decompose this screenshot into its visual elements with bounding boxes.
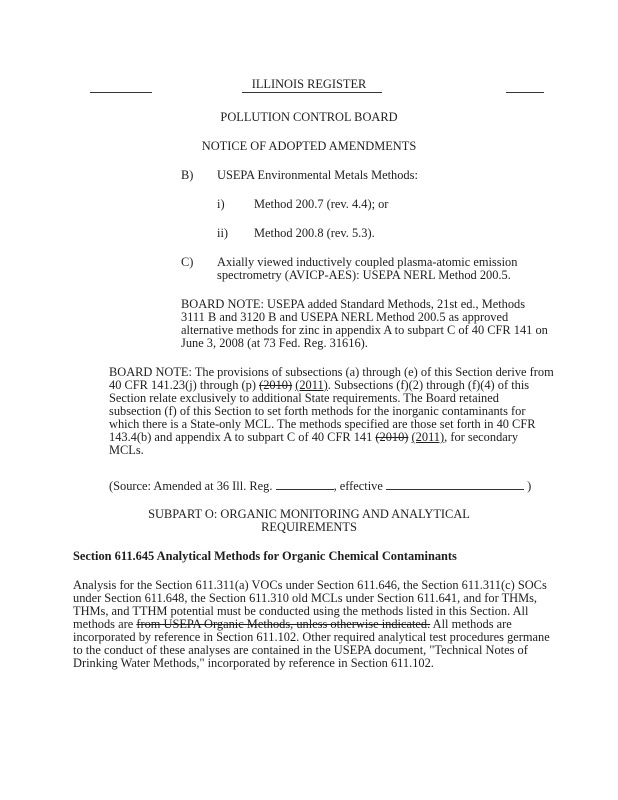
board-note-2-line2-post: . Subsections (f)(2) through (f)(4) of this <box>327 378 530 392</box>
header-rule-mid <box>242 92 382 93</box>
item-b-i-label: i) <box>217 197 225 211</box>
board-note-1-line: 3111 B and 3120 B and USEPA NERL Method 200.5 as approved <box>181 310 509 324</box>
item-b-i-text: Method 200.7 (rev. 4.4); or <box>254 197 389 211</box>
item-b-ii-label: ii) <box>217 226 229 240</box>
header-rule-right <box>506 92 544 93</box>
subpart-heading-line2: REQUIREMENTS <box>261 520 357 534</box>
board-note-1-line: BOARD NOTE: USEPA added Standard Methods, 21st ed., Methods <box>181 297 526 311</box>
item-c-line1: Axially viewed inductively coupled plasma-atomic emission <box>217 255 518 269</box>
notice-title: NOTICE OF ADOPTED AMENDMENTS <box>201 139 417 153</box>
board-note-2-line7: MCLs. <box>109 443 144 457</box>
struck-year: (2010) <box>375 430 409 444</box>
effective-date-blank <box>386 478 524 490</box>
source-post: ) <box>527 479 532 493</box>
board-note-2-line2 <box>109 378 529 392</box>
reg-number-blank <box>276 478 334 490</box>
section-body-line3: THMs, and TTHM potential must be conducted using the methods listed in this Section. All <box>73 604 529 618</box>
subpart-heading-line1: SUBPART O: ORGANIC MONITORING AND ANALYTICAL <box>148 507 470 521</box>
item-c-line2: spectrometry (AVICP-AES): USEPA NERL Method 200.5. <box>217 268 511 282</box>
item-b-ii-text: Method 200.8 (rev. 5.3). <box>254 226 375 240</box>
section-body-line6: to the conduct of these analyses are contained in the USEPA document, "Technical Notes of <box>73 643 528 657</box>
header-rule-left <box>90 92 152 93</box>
section-body-line2: under Section 611.648, the Section 611.310 old MCLs under Section 611.641, and for THMs, <box>73 591 538 605</box>
board-note-1-line: alternative methods for zinc in appendix A to subpart C of 40 CFR 141 on <box>181 323 548 337</box>
struck-text: from USEPA Organic Methods, unless otherwise indicated. <box>136 617 431 631</box>
board-note-1-line: June 3, 2008 (at 73 Fed. Reg. 31616). <box>181 336 368 350</box>
source-pre: (Source: Amended at 36 Ill. Reg. <box>109 479 273 493</box>
inserted-year: (2011) <box>295 378 328 392</box>
source-mid: , effective <box>333 479 383 493</box>
section-body-line5: incorporated by reference in Section 611.102. Other required analytical test procedures germane <box>73 630 550 644</box>
source-line <box>109 478 531 493</box>
section-heading: Section 611.645 Analytical Methods for Organic Chemical Contaminants <box>73 549 457 563</box>
board-note-2-line6-post: , for secondary <box>444 430 519 444</box>
section-body-line4-post: All methods are <box>430 617 512 631</box>
board-note-2-line4: subsection (f) of this Section to set forth methods for the inorganic contaminants for <box>109 404 526 418</box>
board-title: POLLUTION CONTROL BOARD <box>220 110 398 124</box>
board-note-2-line2-pre: 40 CFR 141.23(j) through (p) <box>109 378 260 392</box>
item-b-label: B) <box>181 168 194 182</box>
board-note-2-line6-pre: 143.4(b) and appendix A to subpart C of 40 CFR 141 <box>109 430 376 444</box>
board-note-2-line5: which there is a State-only MCL. The methods specified are those set forth in 40 CFR <box>109 417 536 431</box>
board-note-2-line3: Section relate exclusively to additional State requirements. The Board retained <box>109 391 499 405</box>
section-body-line4 <box>73 617 512 631</box>
section-body-line7: Drinking Water Methods," incorporated by reference in Section 611.102. <box>73 656 434 670</box>
board-note-2-line6 <box>109 430 518 444</box>
item-b-text: USEPA Environmental Metals Methods: <box>217 168 418 182</box>
inserted-year: (2011) <box>411 430 445 444</box>
struck-year: (2010) <box>259 378 293 392</box>
register-title: ILLINOIS REGISTER <box>251 77 367 91</box>
section-body-line4-pre: methods are <box>73 617 137 631</box>
section-body-line1: Analysis for the Section 611.311(a) VOCs under Section 611.646, the Section 611.311(c) SOCs <box>73 578 547 592</box>
item-c-label: C) <box>181 255 194 269</box>
board-note-2-line1: BOARD NOTE: The provisions of subsections (a) through (e) of this Section derive from <box>109 365 554 379</box>
